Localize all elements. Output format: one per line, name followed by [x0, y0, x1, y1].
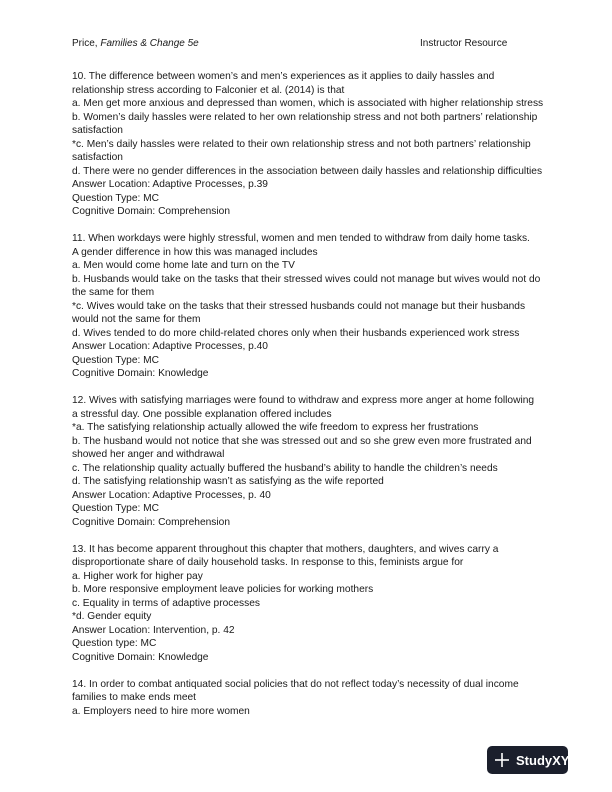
question-block: [72, 543, 552, 665]
question-line: relationship stress according to Falconier et al. (2014) is that: [72, 84, 345, 96]
header-resource: Instructor Resource: [420, 38, 508, 49]
header-title: [72, 37, 199, 51]
question-line: c. Equality in terms of adaptive processes: [72, 597, 260, 609]
logo-text: StudyXY: [516, 752, 570, 768]
question-line: Cognitive Domain: Knowledge: [72, 651, 209, 663]
question-line: a. Men get more anxious and depressed than women, which is associated with higher relationship stress: [72, 98, 544, 109]
plus-icon: [493, 751, 511, 769]
question-line: Question Type: MC: [72, 192, 160, 204]
question-line: 13. It has become apparent throughout this chapter that mothers, daughters, and wives carry a: [72, 543, 499, 555]
question-line: satisfaction: [72, 125, 123, 136]
question-line: Question Type: MC: [72, 503, 160, 514]
question-line: families to make ends meet: [72, 692, 197, 703]
question-line: Question type: MC: [72, 638, 157, 649]
question-line: b. The husband would not notice that she was stressed out and so she grew even more frustrated and: [72, 435, 532, 447]
question-line: d. The satisfying relationship wasn’t as satisfying as the wife reported: [72, 476, 384, 487]
question-line: a. Higher work for higher pay: [72, 570, 203, 582]
question-line: b. More responsive employment leave policies for working mothers: [72, 584, 374, 595]
question-line: 11. When workdays were highly stressful, women and men tended to withdraw from daily home tasks.: [72, 233, 530, 244]
question-line: Cognitive Domain: Knowledge: [72, 368, 209, 379]
question-line: would not the same for them: [72, 314, 201, 325]
header-author: Price,: [72, 38, 101, 49]
question-block: [72, 232, 552, 381]
question-line: a stressful day. One possible explanation offered includes: [72, 408, 332, 420]
question-line: 10. The difference between women’s and men’s experiences as it applies to daily hassles and: [72, 71, 495, 82]
question-line: *a. The satisfying relationship actually allowed the wife freedom to express her frustrations: [72, 422, 479, 433]
question-line: disproportionate share of daily household tasks. In response to this, feminists argue for: [72, 557, 464, 568]
question-line: satisfaction: [72, 152, 123, 163]
question-block: [72, 394, 552, 529]
question-line: c. The relationship quality actually buffered the husband’s ability to handle the children’s needs: [72, 462, 498, 474]
question-line: the same for them: [72, 287, 155, 298]
question-list: [72, 70, 552, 732]
question-line: 12. Wives with satisfying marriages were found to withdraw and express more anger at home following: [72, 395, 535, 406]
question-line: d. There were no gender differences in the association between daily hassles and relationship difficulties: [72, 165, 543, 177]
question-line: Cognitive Domain: Comprehension: [72, 206, 230, 217]
question-line: a. Employers need to hire more women: [72, 705, 250, 717]
question-line: a. Men would come home late and turn on the TV: [72, 260, 295, 271]
question-line: 14. In order to combat antiquated social policies that do not reflect today’s necessity of dual income: [72, 678, 519, 690]
question-line: b. Husbands would take on the tasks that their stressed wives could not manage but wives would not do: [72, 273, 541, 285]
question-line: Cognitive Domain: Comprehension: [72, 516, 230, 528]
studyxy-logo[interactable]: [487, 746, 568, 774]
question-line: Answer Location: Adaptive Processes, p.39: [72, 179, 268, 190]
question-line: Answer Location: Adaptive Processes, p. 40: [72, 489, 271, 501]
question-line: d. Wives tended to do more child-related chores only when their husbands experienced work stress: [72, 327, 520, 339]
question-block: [72, 678, 552, 719]
question-line: *c. Wives would take on the tasks that their stressed husbands could not manage but their husbands: [72, 300, 526, 312]
question-line: Question Type: MC: [72, 354, 160, 366]
question-line: b. Women’s daily hassles were related to her own relationship stress and not both partners’ relationship: [72, 111, 538, 123]
question-block: [72, 70, 552, 219]
header-book-title: Families & Change 5e: [100, 38, 199, 49]
question-line: Answer Location: Intervention, p. 42: [72, 624, 235, 636]
question-line: A gender difference in how this was managed includes: [72, 246, 318, 258]
question-line: Answer Location: Adaptive Processes, p.40: [72, 341, 268, 352]
question-line: showed her anger and withdrawal: [72, 449, 225, 460]
page-header: [72, 37, 540, 51]
question-line: *d. Gender equity: [72, 611, 152, 622]
question-line: *c. Men’s daily hassles were related to their own relationship stress and not both partners’ relationship: [72, 138, 531, 150]
